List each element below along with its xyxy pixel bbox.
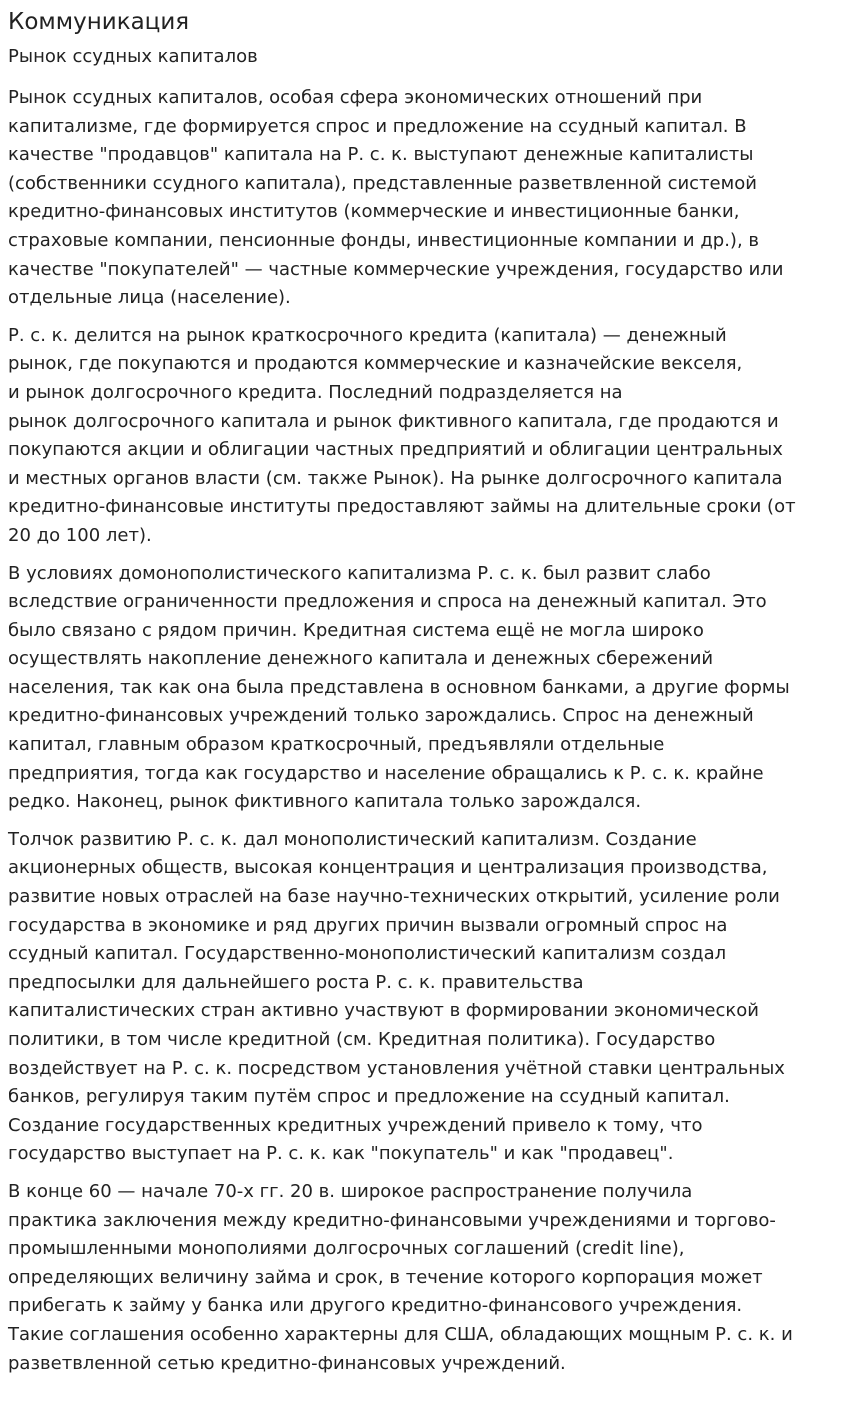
paragraph-credit-line: В конце 60 — начале 70-х гг. 20 в. широкое распространение получила практика заключения между кредитно-финансовыми учреждениями и торгово- промышленными монополиями долгосрочных соглашений (credit line), определяющих величину займа и срок, в течение которого корпорация может прибегать к займу у банка или другого кредитно-финансового учреждения. Такие соглашения особенно характерны для США, обладающих мощным Р. с. к. и разветвленной сетью кредитно-финансовых учреждений. [8,1180,793,1374]
paragraph-definition: Рынок ссудных капиталов, особая сфера экономических отношений при капитализме, где формируется спрос и предложение на ссудный капитал. В качестве "продавцов" капитала на Р. с. к. выступают денежные капиталисты (собственники ссудного капитала), представленные разветвленной системой кредитно-финансовых институтов (коммерческие и инвестиционные банки, страховые компании, пенсионные фонды, инвестиционные компании и др.), в качестве "покупателей" — частные коммерческие учреждения, государство или отдельные лица (население). [8,87,784,309]
article-body [8,84,841,1378]
article-heading: Рынок ссудных капиталов [8,46,258,67]
paragraph-premonopoly: В условиях домонополистического капитализма Р. с. к. был развит слабо вследствие ограниченности предложения и спроса на денежный капитал. Это было связано с рядом причин. Кредитная система ещё не могла широко осуществлять накопление денежного капитала и денежных сбережений населения, так как она была представлена в основном банками, а другие формы кредитно-финансовых учреждений только зарождались. Спрос на денежный капитал, главным образом краткосрочный, предъявляли отдельные предприятия, тогда как государство и население обращались к Р. с. к. крайне редко. Наконец, рынок фиктивного капитала только зарождался. [8,562,790,813]
page-title: Коммуникация [8,9,190,35]
paragraph-structure: Р. с. к. делится на рынок краткосрочного кредита (капитала) — денежный рынок, где покупаются и продаются коммерческие и казначейские векселя, и рынок долгосрочного кредита. Последний подразделяется на рынок долгосрочного капитала и рынок фиктивного капитала, где продаются и покупаются акции и облигации частных предприятий и облигации центральных и местных органов власти (см. также Рынок). На рынке долгосрочного капитала кредитно-финансовые институты предоставляют займы на длительные сроки (от 20 до 100 лет). [8,324,796,546]
paragraph-monopoly: Толчок развитию Р. с. к. дал монополистический капитализм. Создание акционерных обществ, высокая концентрация и централизация производства, развитие новых отраслей на базе научно-технических открытий, усиление роли государства в экономике и ряд других причин вызвали огромный спрос на ссудный капитал. Государственно-монополистический капитализм создал предпосылки для дальнейшего роста Р. с. к. правительства капиталистических стран активно участвуют в формировании экономической политики, в том числе кредитной (см. Кредитная политика). Государство воздействует на Р. с. к. посредством установления учётной ставки центральных банков, регулируя таким путём спрос и предложение на ссудный капитал. Создание государственных кредитных учреждений привело к тому, что государство выступает на Р. с. к. как "покупатель" и как "продавец". [8,828,785,1165]
